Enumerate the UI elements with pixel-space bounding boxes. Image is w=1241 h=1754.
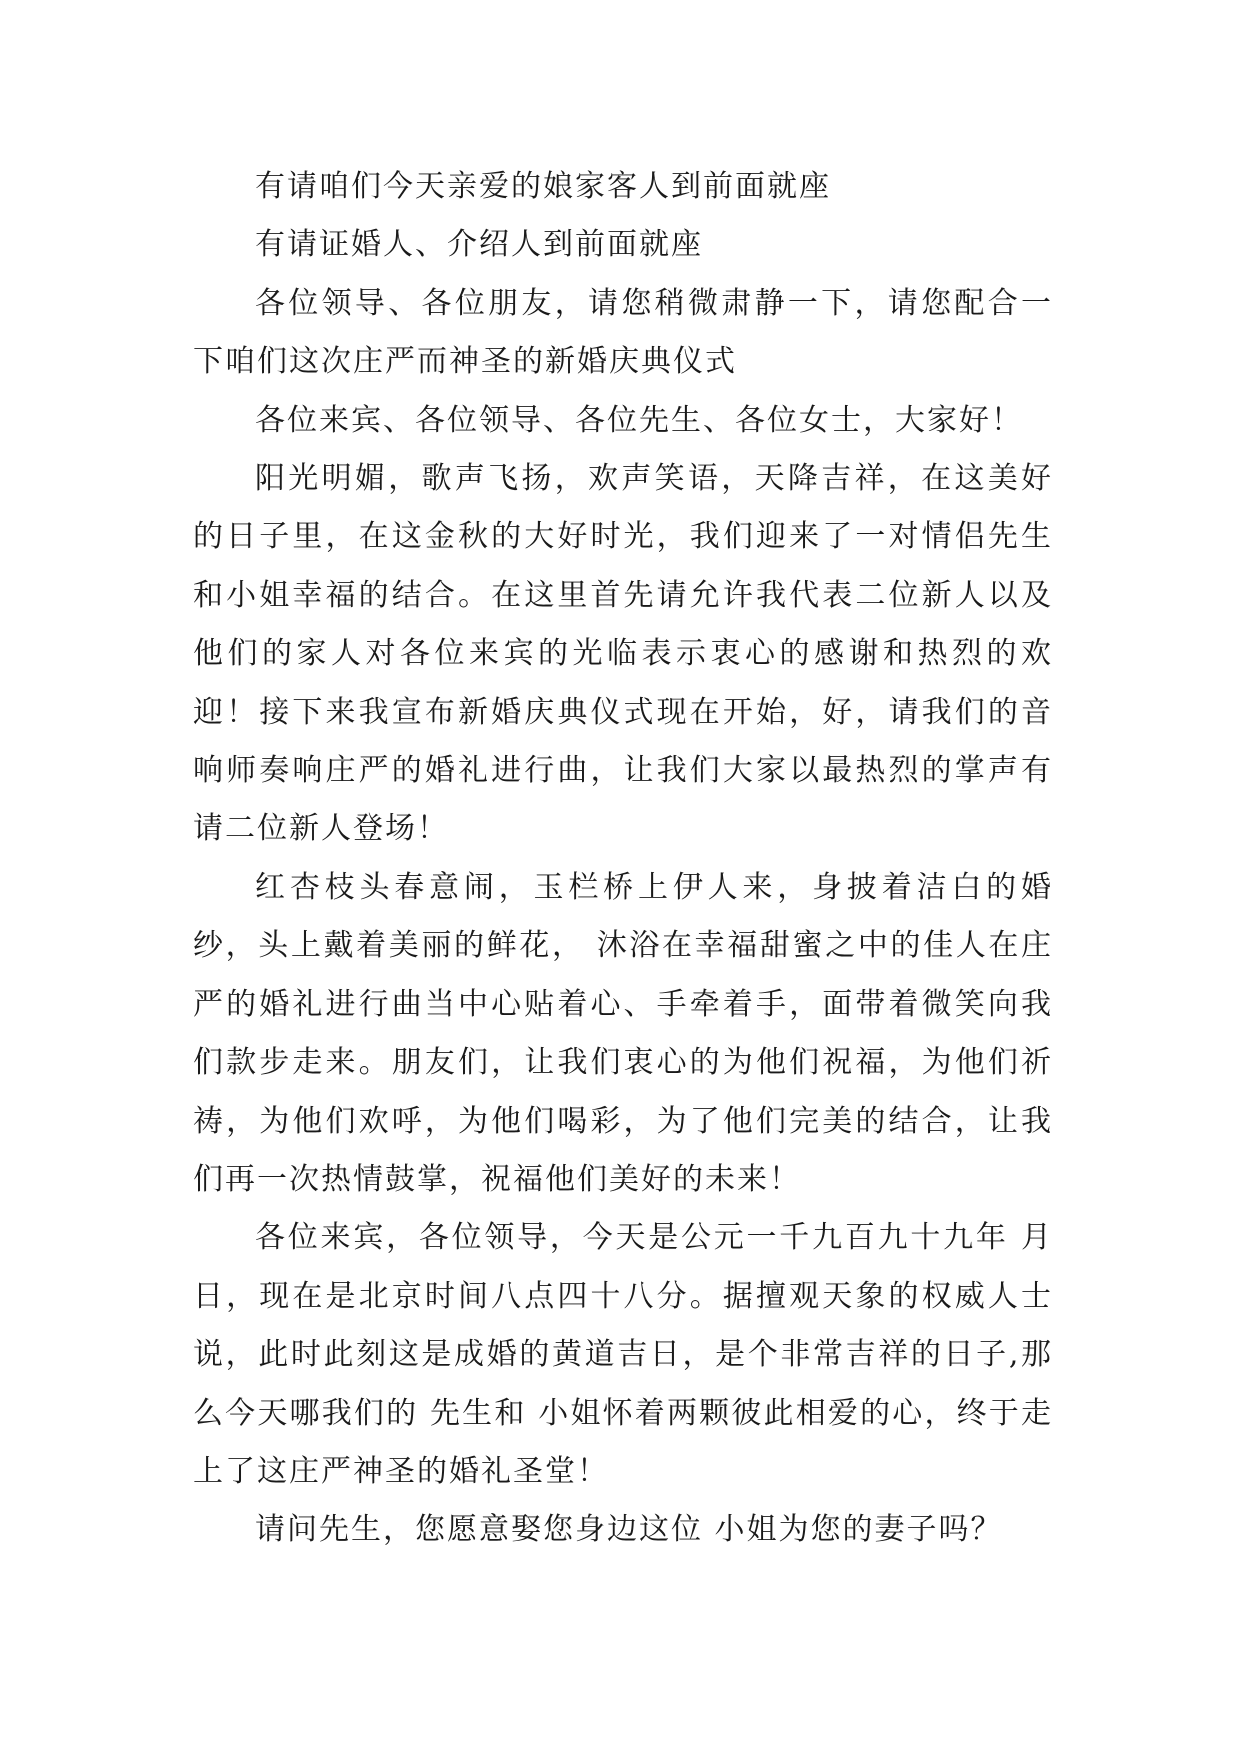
paragraph-7: 各位来宾，各位领导，今天是公元一千九百九十九年 月 日，现在是北京时间八点四十八分。据擅观天象的权威人士说，此时此刻这是成婚的黄道吉日，是个非常吉祥的日子,那么今天哪我们的 先生和 小姐怀着两颗彼此相爱的心，终于走上了这庄严神圣的婚礼圣堂！ xyxy=(193,1220,1053,1489)
paragraph-2: 有请证婚人、介绍人到前面就座 xyxy=(255,227,703,263)
paragraph-8: 请问先生，您愿意娶您身边这位 小姐为您的妻子吗？ xyxy=(255,1512,1003,1548)
paragraph-6: 红杏枝头春意闹，玉栏桥上伊人来，身披着洁白的婚纱，头上戴着美丽的鲜花， 沐浴在幸福甜蜜之中的佳人在庄严的婚礼进行曲当中心贴着心、手牵着手，面带着微笑向我们款步走来。朋友们，让我们衷心的为他们祝福，为他们祈祷，为他们欢呼，为他们喝彩，为了他们完美的结合，让我们再一次热情鼓掌，祝福他们美好的未来！ xyxy=(193,869,1053,1197)
paragraph-5: 阳光明媚，歌声飞扬，欢声笑语，天降吉祥，在这美好的日子里，在这金秋的大好时光，我们迎来了一对情侣先生和小姐幸福的结合。在这里首先请允许我代表二位新人以及他们的家人对各位来宾的光临表示衷心的感谢和热烈的欢迎！接下来我宣布新婚庆典仪式现在开始，好，请我们的音响师奏响庄严的婚礼进行曲，让我们大家以最热烈的掌声有请二位新人登场！ xyxy=(193,461,1053,847)
paragraph-1: 有请咱们今天亲爱的娘家客人到前面就座 xyxy=(255,169,831,204)
paragraph-4: 各位来宾、各位领导、各位先生、各位女士，大家好！ xyxy=(255,402,1023,438)
document-body xyxy=(193,158,1053,1560)
paragraph-3: 各位领导、各位朋友，请您稍微肃静一下，请您配合一下咱们这次庄严而神圣的新婚庆典仪式 xyxy=(193,285,1053,380)
